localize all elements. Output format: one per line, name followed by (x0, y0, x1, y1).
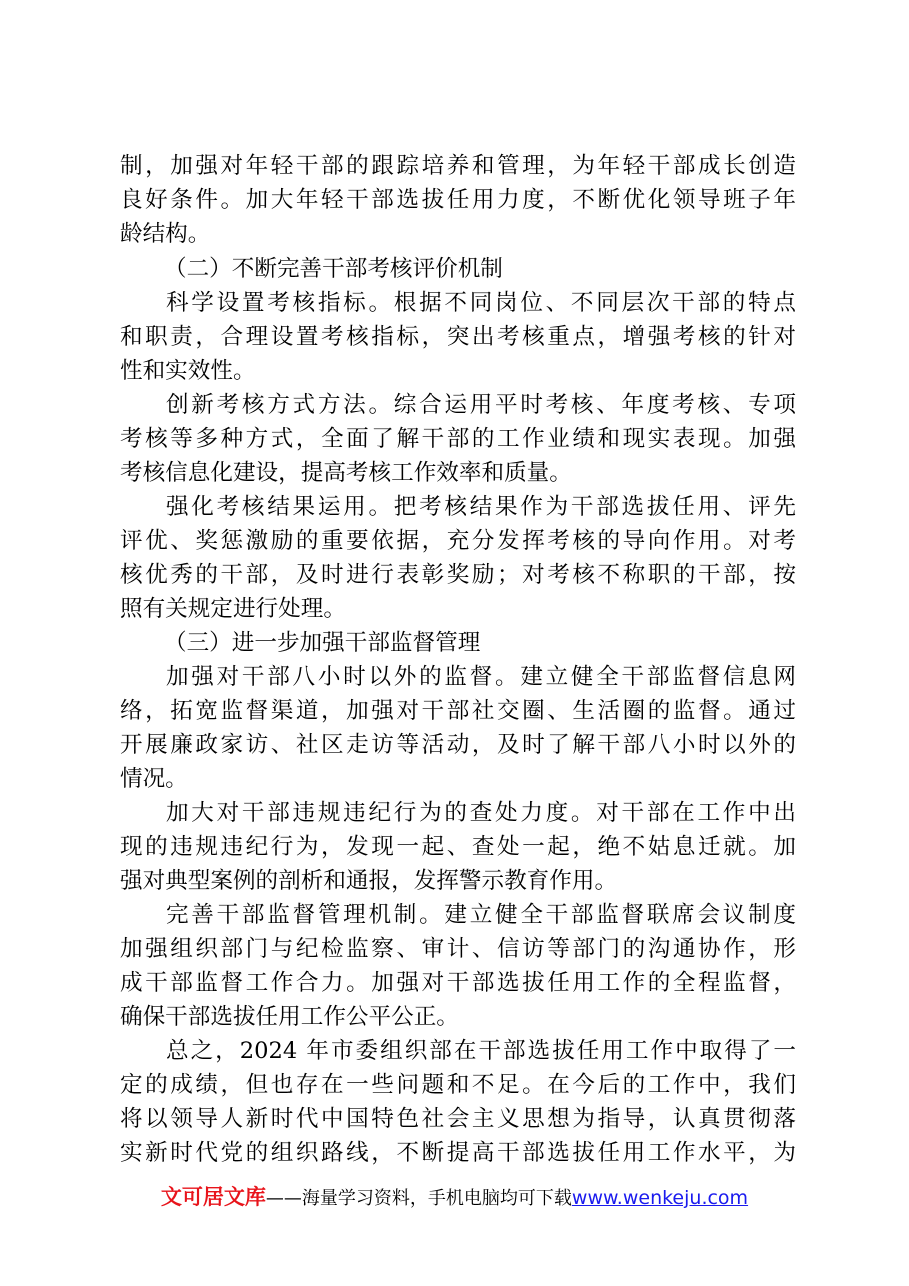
footer-tagline: ——海量学习资料，手机电脑均可下载 (265, 1188, 572, 1209)
paragraph-line: 良好条件。加大年轻干部选拔任用力度，不断优化领导班子年 (120, 187, 796, 213)
section-heading: （三）进一步加强干部监督管理 (164, 630, 481, 656)
paragraph-line: 性和实效性。 (120, 358, 256, 384)
paragraph-line: 创新考核方式方法。综合运用平时考核、年度考核、专项 (166, 392, 796, 418)
paragraph-line: 成干部监督工作合力。加强对干部选拔任用工作的全程监督， (120, 970, 796, 996)
section-heading: （二）不断完善干部考核评价机制 (164, 256, 503, 282)
paragraph-line: 加强对干部八小时以外的监督。建立健全干部监督信息网 (166, 664, 796, 690)
paragraph-line: 评优、奖惩激励的重要依据，充分发挥考核的导向作用。对考 (120, 528, 796, 554)
paragraph-line: 实新时代党的组织路线，不断提高干部选拔任用工作水平，为 (120, 1140, 796, 1166)
footer-brand: 文可居文库 (160, 1185, 266, 1209)
paragraph-line: 龄结构。 (120, 221, 211, 247)
paragraph-line: 考核等多种方式，全面了解干部的工作业绩和现实表现。加强 (120, 426, 796, 452)
paragraph-line: 考核信息化建设，提高考核工作效率和质量。 (120, 460, 572, 486)
paragraph-line: 加强组织部门与纪检监察、审计、信访等部门的沟通协作，形 (120, 936, 796, 962)
paragraph-line: 确保干部选拔任用工作公平公正。 (120, 1004, 459, 1030)
footer-banner (0, 1181, 909, 1211)
paragraph-line: 强化考核结果运用。把考核结果作为干部选拔任用、评先 (166, 494, 796, 520)
paragraph-line: 现的违规违纪行为，发现一起、查处一起，绝不姑息迁就。加 (120, 834, 796, 860)
paragraph-line: 情况。 (120, 766, 188, 792)
paragraph-line: 强对典型案例的剖析和通报，发挥警示教育作用。 (120, 868, 618, 894)
paragraph-line: 完善干部监督管理机制。建立健全干部监督联席会议制度 (166, 902, 796, 928)
paragraph-line: 科学设置考核指标。根据不同岗位、不同层次干部的特点 (166, 290, 796, 316)
paragraph-line: 将以领导人新时代中国特色社会主义思想为指导，认真贯彻落 (120, 1106, 796, 1132)
paragraph-line: 加大对干部违规违纪行为的查处力度。对干部在工作中出 (166, 800, 796, 826)
paragraph-line: 制，加强对年轻干部的跟踪培养和管理，为年轻干部成长创造 (120, 153, 796, 179)
footer-website-link[interactable]: www.wenkeju.com (571, 1187, 749, 1209)
paragraph-line: 和职责，合理设置考核指标，突出考核重点，增强考核的针对 (120, 324, 796, 350)
paragraph-line: 络，拓宽监督渠道，加强对干部社交圈、生活圈的监督。通过 (120, 698, 796, 724)
paragraph-line: 定的成绩，但也存在一些问题和不足。在今后的工作中，我们 (120, 1072, 796, 1098)
paragraph-line: 总之，2024 年市委组织部在干部选拔任用工作中取得了一 (166, 1038, 796, 1064)
paragraph-line: 开展廉政家访、社区走访等活动，及时了解干部八小时以外的 (120, 732, 796, 758)
paragraph-line: 核优秀的干部，及时进行表彰奖励；对考核不称职的干部，按 (120, 562, 796, 588)
paragraph-line: 照有关规定进行处理。 (120, 596, 346, 622)
